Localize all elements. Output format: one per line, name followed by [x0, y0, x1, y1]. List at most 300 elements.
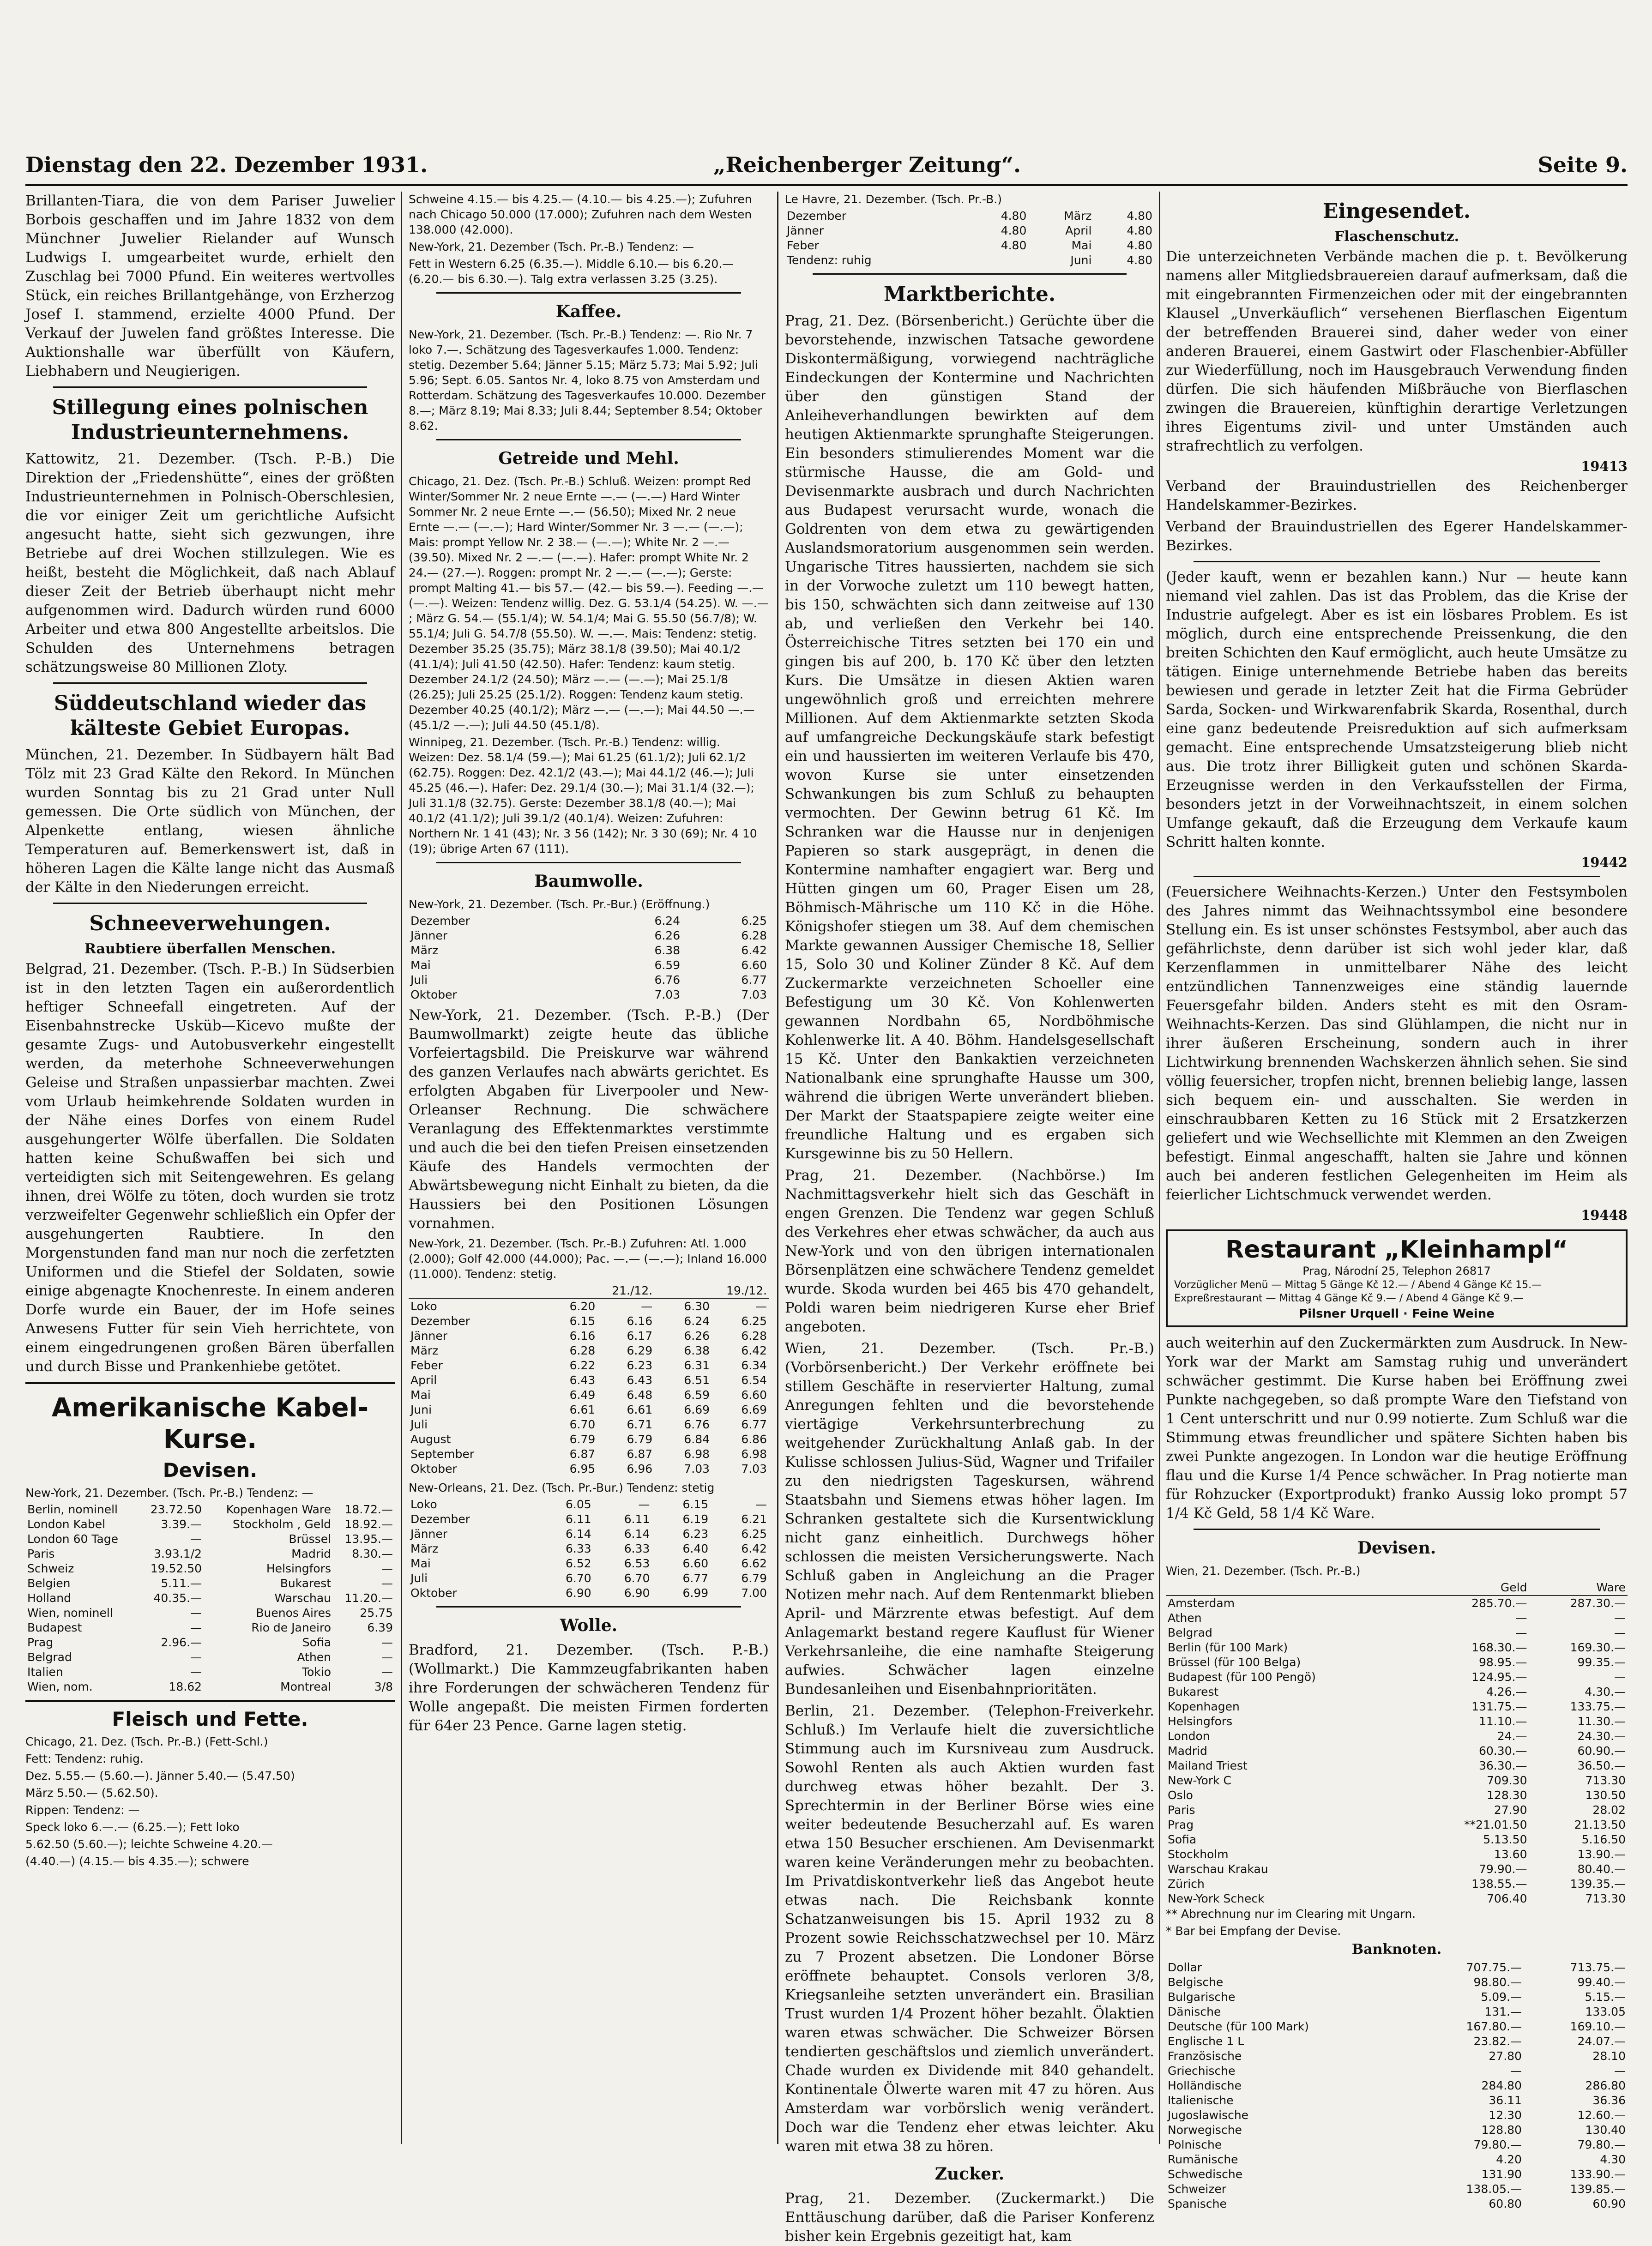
table-cell: 99.35.— — [1577, 1656, 1626, 1669]
wien-devisen-table — [1166, 1580, 1628, 1906]
table-cell: 6.25 — [741, 914, 767, 927]
baumwolle-row — [409, 988, 769, 1002]
signature-eger: Verband der Brauindustriellen des Egerer Handelskammer-Bezirkes. — [1166, 518, 1628, 554]
devisen-row — [1166, 1877, 1628, 1891]
table-cell: Bukarest — [1168, 1685, 1219, 1698]
table-cell: 6.79 — [627, 1433, 653, 1446]
baumwolle-row — [409, 1299, 769, 1314]
table-cell: 24.07.— — [1577, 2035, 1626, 2048]
table-cell: 24.30.— — [1577, 1729, 1626, 1743]
table-cell: 36.11 — [1489, 2094, 1522, 2107]
table-cell: 139.85.— — [1570, 2182, 1626, 2196]
table-cell: Mai — [410, 1557, 431, 1570]
table-cell: 12.60.— — [1577, 2108, 1626, 2122]
table-cell: 4.80 — [1001, 239, 1027, 252]
table-cell: Oktober — [410, 1462, 457, 1475]
devisen-row — [1166, 1891, 1628, 1906]
table-cell: Madrid — [1168, 1744, 1207, 1758]
table-cell: Belgrad — [27, 1650, 72, 1664]
quote-line: Dez. 5.55.— (5.60.—). Jänner 5.40.— (5.47.50) — [25, 1769, 295, 1782]
table-cell: Berlin, nominell — [27, 1503, 118, 1516]
table-cell: — — [1515, 1626, 1527, 1639]
headline-sueddeutschland: Süddeutschland wieder das kälteste Gebiet Europas. — [54, 692, 367, 740]
headline-schneeverwehungen: Schneeverwehungen. — [89, 912, 331, 935]
header-rule — [25, 184, 1628, 186]
table-cell: Holland — [27, 1591, 72, 1605]
table-cell: 11.10.— — [1478, 1715, 1527, 1728]
quote-line: Chicago, 21. Dez. (Tsch. Pr.-B.) (Fett-Schl.) — [25, 1735, 268, 1748]
table-cell: 6.30 — [684, 1300, 710, 1313]
table-cell: Französische — [1168, 2049, 1242, 2063]
table-cell: 6.24 — [654, 914, 681, 927]
table-cell: 11.20.— — [344, 1591, 393, 1605]
table-cell: Amsterdam — [1168, 1596, 1235, 1610]
table-cell: Spanische — [1168, 2197, 1227, 2210]
havre-row — [785, 223, 1154, 238]
column-1 — [25, 192, 395, 2144]
divider — [53, 386, 367, 388]
table-cell: 6.11 — [565, 1512, 591, 1526]
table-cell: 130.50 — [1585, 1788, 1626, 1802]
table-cell: Paris — [1168, 1803, 1195, 1817]
baumwolle-row — [409, 1388, 769, 1403]
restaurant-advertisement — [1166, 1229, 1628, 1327]
baumwolle-row — [409, 1403, 769, 1417]
table-cell: 6.38 — [654, 944, 681, 957]
table-cell: 133.75.— — [1570, 1700, 1626, 1713]
baumwolle-row — [409, 958, 769, 973]
table-cell: 713.30 — [1585, 1892, 1626, 1905]
table-cell: 6.96 — [627, 1462, 653, 1475]
table-cell: Rio de Janeiro — [251, 1621, 332, 1634]
table-cell: 124.95.— — [1471, 1670, 1527, 1684]
table-cell: 28.10 — [1592, 2049, 1626, 2063]
table-cell: Wien, nominell — [27, 1606, 113, 1620]
divider — [436, 292, 741, 294]
notice-number: 19442 — [1581, 855, 1628, 870]
table-cell: 6.60 — [682, 1557, 709, 1570]
table-cell: Brüssel — [289, 1532, 332, 1546]
table-cell: 6.61 — [569, 1403, 596, 1416]
table-cell: 6.60 — [741, 958, 767, 972]
kaffee-quotes: New-York, 21. Dezember. (Tsch. Pr.-B.) Tendenz: —. Rio Nr. 7 loko 7.—. Schätzung des Tagesverkaufes 1.000. Tendenz: stetig. Dezember 5.64; Jänner 5.15; März 5.73; Mai 5.92; Juli 5.96; Sept. 6.05. Santos Nr. 4, loko 8.75 von Amsterdam und Rotterdam. Schätzung des Tagesverkaufes 10.000. Dezember 8.—; März 8.19; Mai 8.33; Juli 8.44; September 8.54; Oktober 8.62. — [409, 328, 766, 433]
table-cell: 60.80 — [1489, 2197, 1522, 2210]
table-cell: 13.90.— — [1577, 1848, 1626, 1861]
baumwolle-row — [409, 1314, 769, 1329]
divider — [436, 439, 741, 440]
table-cell: Dollar — [1168, 1961, 1202, 1974]
devisen-title: Devisen. — [163, 1459, 258, 1481]
baumwolle-row — [409, 1497, 769, 1512]
table-cell: 130.40 — [1585, 2123, 1626, 2137]
table-cell: 98.80.— — [1473, 1975, 1522, 1989]
devisen-row — [25, 1680, 395, 1694]
table-cell: 6.76 — [654, 973, 681, 987]
notice-number: 19413 — [1581, 458, 1628, 474]
table-cell: 4.80 — [1001, 224, 1027, 237]
table-cell: 6.33 — [565, 1542, 591, 1555]
divider — [53, 903, 367, 904]
table-cell: Sofia — [1168, 1833, 1197, 1846]
table-cell: Mai — [410, 958, 431, 972]
havre-row — [785, 253, 1154, 268]
table-cell: 131.75.— — [1471, 1700, 1527, 1713]
quote-line: New-York, 21. Dezember (Tsch. Pr.-B.) Tendenz: — — [409, 240, 694, 253]
baumwolle-row — [409, 1512, 769, 1527]
table-cell: Mai — [410, 1388, 431, 1402]
table-cell: 60.30.— — [1478, 1744, 1527, 1758]
table-cell: 4.80 — [1127, 239, 1152, 252]
baumwolle-row — [409, 943, 769, 958]
devisen-row — [1166, 1611, 1628, 1626]
devisen-note: * Bar bei Empfang der Devise. — [1166, 1924, 1341, 1938]
column-2 — [409, 192, 769, 2144]
table-cell: Schweizer — [1168, 2182, 1227, 2196]
devisen-row — [25, 1591, 395, 1606]
notice-number: 19448 — [1581, 1207, 1628, 1223]
table-cell: 27.80 — [1489, 2049, 1522, 2063]
table-cell: Jugoslawische — [1168, 2108, 1249, 2122]
table-cell: 6.20 — [569, 1300, 596, 1313]
baumwolle-report: New-York, 21. Dezember. (Tsch. P.-B.) (Der Baumwollmarkt) zeigte heute das übliche Vorfeiertagsbild. Die Preiskurve war während des ganzen Verlaufes nach abwärts gerichtet. Es erfolgten Abgaben für Liverpooler und New-Orleanser Rechnung. Die schwächere Veranlagung des Effektenmarktes verstimmte und auch die bei den tiefen Preisen einsetzenden Käufe des Handels vermochten der Abwärtsbewegung nicht Einhalt zu bieten, da die Haussiers bei den Positionen Lösungen vornahmen. — [409, 1007, 769, 1232]
article-stillegung: Kattowitz, 21. Dezember. (Tsch. P.-B.) Die Direktion der „Friedenshütte“, eines der größten Industrieunternehmen in Polnisch-Oberschlesien, die vor einiger Zeit um gerichtliche Aufsicht angesucht hatte, sieht sich gezwungen, ihre Betriebe auf drei Wochen stillzulegen. Wie es heißt, besteht die Möglichkeit, daß nach Ablauf dieser Zeit der Betrieb überhaupt nicht mehr aufgenommen wird. Dadurch würden rund 6000 Arbeiter und etwa 800 Angestellte arbeitslos. Die Schulden des Unternehmens betragen schätzungsweise 80 Millionen Zloty. — [25, 451, 395, 675]
baumwolle-neworleans-table — [409, 1497, 769, 1601]
table-cell: 287.30.— — [1570, 1596, 1626, 1610]
table-cell: Oktober — [410, 988, 457, 1001]
table-cell: Englische 1 L — [1168, 2035, 1244, 2048]
table-cell: 6.49 — [569, 1388, 596, 1402]
wolle-report: Bradford, 21. Dezember. (Tsch. P.-B.) (Wollmarkt.) Die Kammzeugfabrikanten haben ihre Forderungen der schwächeren Tendenz für Wolle angepaßt. Die meisten Firmen forderten für 64er 23 Pence. Garne lagen stetig. — [409, 1642, 769, 1734]
table-cell: 168.30.— — [1471, 1641, 1527, 1654]
devisen-row — [25, 1547, 395, 1561]
table-cell: 169.30.— — [1570, 1641, 1626, 1654]
header-title: „Reichenberger Zeitung“. — [713, 152, 1021, 177]
table-cell: — — [1614, 2064, 1626, 2077]
table-cell: 8.30.— — [352, 1547, 393, 1560]
table-cell: August — [410, 1433, 451, 1446]
table-cell: 6.43 — [569, 1373, 596, 1387]
column-header: 21./12. — [540, 1283, 654, 1299]
banknoten-row — [1166, 1975, 1628, 1990]
table-cell: Juli — [410, 1572, 428, 1585]
devisen-row — [1166, 1788, 1628, 1803]
divider — [1194, 876, 1600, 877]
table-cell: 6.48 — [627, 1388, 653, 1402]
table-cell: 6.86 — [741, 1433, 767, 1446]
baumwolle-row — [409, 1586, 769, 1601]
banknoten-row — [1166, 2152, 1628, 2167]
banknoten-row — [1166, 2005, 1628, 2019]
table-cell: 6.52 — [565, 1557, 591, 1570]
table-cell: Dezember — [410, 914, 470, 927]
table-cell: Belgien — [27, 1577, 71, 1590]
table-cell: 2.96.— — [161, 1636, 202, 1649]
table-cell: — — [1510, 2064, 1522, 2077]
table-cell: 60.90 — [1592, 2197, 1626, 2210]
table-cell: 6.54 — [741, 1373, 767, 1387]
table-cell: 13.60 — [1494, 1848, 1527, 1861]
table-cell: Schweiz — [27, 1562, 74, 1575]
table-cell: 3/8 — [374, 1680, 393, 1693]
quote-line: (4.40.—) (4.15.— bis 4.35.—); schwere — [25, 1855, 249, 1868]
table-cell: 6.53 — [624, 1557, 650, 1570]
table-cell: 6.87 — [627, 1447, 653, 1461]
page-header — [25, 152, 1628, 185]
table-cell: — — [1614, 1670, 1626, 1684]
table-cell: — — [381, 1665, 393, 1679]
table-cell: Budapest (für 100 Pengö) — [1168, 1670, 1316, 1684]
report-prag-nachboerse: Prag, 21. Dezember. (Nachbörse.) Im Nachmittagsverkehr hielt sich das Geschäft in engen Grenzen. Die Tendenz war gegen Schluß des Verkehres eher etwas schwächer, da auch aus New-York und von den übrigen internationalen Börsenplätzen eine schwächere Tendenz gemeldet wurde. Skoda wurden bei 465 bis 470 gehandelt, Poldi waren beim niedrigeren Kurse eher Brief angeboten. — [785, 1167, 1154, 1335]
devisen-row — [1166, 1832, 1628, 1847]
table-cell: Loko — [410, 1300, 437, 1313]
devisen-row — [25, 1665, 395, 1680]
table-cell: 6.90 — [565, 1586, 591, 1600]
table-cell: 6.15 — [682, 1498, 709, 1511]
table-cell: 25.75 — [360, 1606, 393, 1620]
column-4 — [1166, 192, 1628, 2210]
table-cell: Feber — [787, 239, 819, 252]
table-cell: 6.14 — [624, 1527, 650, 1541]
havre-row — [785, 238, 1154, 253]
table-cell: 6.23 — [682, 1527, 709, 1541]
table-cell: New-York C — [1168, 1774, 1231, 1787]
table-cell: 79.80.— — [1577, 2138, 1626, 2151]
table-cell: Warschau — [274, 1591, 332, 1605]
table-cell: 6.76 — [684, 1418, 710, 1431]
devisen-row — [1166, 1803, 1628, 1818]
devisen-row — [1166, 1640, 1628, 1655]
table-cell: Schwedische — [1168, 2168, 1243, 2181]
table-cell: Buenos Aires — [256, 1606, 332, 1620]
table-cell: 21.13.50 — [1574, 1818, 1626, 1831]
table-cell: Holländische — [1168, 2079, 1242, 2092]
table-cell: Jänner — [787, 224, 824, 237]
quote-line: Fett: Tendenz: ruhig. — [25, 1752, 144, 1765]
table-cell: 5.13.50 — [1483, 1833, 1527, 1846]
divider — [1194, 1529, 1600, 1530]
table-cell: 36.50.— — [1577, 1759, 1626, 1772]
divider — [813, 273, 1127, 275]
table-cell: 7.03 — [684, 1462, 710, 1475]
table-cell: 133.05 — [1585, 2005, 1626, 2018]
table-cell: 23.82.— — [1473, 2035, 1522, 2048]
table-cell: 40.35.— — [153, 1591, 202, 1605]
table-cell: 4.30.— — [1585, 1685, 1626, 1698]
baumwolle-row — [409, 914, 769, 928]
devisen-row — [25, 1620, 395, 1635]
table-cell: 6.25 — [741, 1314, 767, 1328]
table-cell: Stockholm — [1168, 1848, 1229, 1861]
table-cell: Berlin (für 100 Mark) — [1168, 1641, 1288, 1654]
baumwolle-row — [409, 1527, 769, 1541]
table-cell: 6.70 — [565, 1572, 591, 1585]
table-cell: 4.26.— — [1486, 1685, 1527, 1698]
table-cell: — — [381, 1636, 393, 1649]
table-cell: September — [410, 1447, 475, 1461]
table-cell: März — [1064, 209, 1092, 223]
table-cell: 6.77 — [741, 973, 767, 987]
table-cell: Loko — [410, 1498, 437, 1511]
table-cell: 28.02 — [1592, 1803, 1626, 1817]
table-cell: Zürich — [1168, 1877, 1205, 1891]
kabel-kurse-title: Amerikanische Kabel-Kurse. — [51, 1393, 369, 1454]
table-cell: Jänner — [410, 1527, 448, 1541]
table-cell: Jänner — [410, 929, 448, 942]
table-cell: — — [755, 1300, 767, 1313]
baumwolle-row — [409, 1343, 769, 1358]
table-cell: 6.99 — [682, 1586, 709, 1600]
wolle-title: Wolle. — [560, 1616, 618, 1635]
devisen-row — [25, 1517, 395, 1532]
banknoten-row — [1166, 1960, 1628, 1975]
table-cell: 6.42 — [741, 1542, 767, 1555]
table-cell: Belgische — [1168, 1975, 1224, 1989]
table-cell: Griechische — [1168, 2064, 1236, 2077]
devisen-row — [1166, 1655, 1628, 1670]
table-cell: Juni — [410, 1403, 432, 1416]
table-cell: Mailand Triest — [1168, 1759, 1248, 1772]
flaschenschutz-title: Flaschenschutz. — [1334, 229, 1459, 245]
table-cell: 6.16 — [627, 1314, 653, 1328]
table-cell: 6.79 — [569, 1433, 596, 1446]
report-prag-boerse: Prag, 21. Dez. (Börsenbericht.) Gerüchte über die bevorstehende, inzwischen Tatsache gewordene Diskontermäßigung, vorwiegend nachträgliche Eindeckungen der Kontermine und Nachrichten über den günstigen Stand der Anleiheverhandlungen bewirkten auf dem heutigen Aktienmarkte sprunghafte Steigerungen. Ein besonders stimulierendes Moment war die stürmische Hausse, die am Gold- und Devisenmarkte ausbrach und durch Nachrichten aus Budapest verursacht wurde, wonach die Goldrenten von dem etwa zu gewärtigenden Auslandsmoratorium ausgenommen sein werden. Ungarische Titres haussierten, nachdem sie sich in der Vorwoche zuletzt um 110 bewegt hatten, bis 150, schwächten sich dann zeitweise auf 130 ab, und verließen den Verkehr bei 140. Österreichische Titres setzten bei 170 ein und gingen bis auf 200, b. 170 Kč über den letzten Kurs. Die Umsätze in diesen Aktien waren ungewöhnlich groß und erreichten mehrere Millionen. Auf dem Aktienmarkte setzten Skoda auf umfangreiche Deckungskäufe stark befestigt ein und haussierten im weiteren Verlaufe bis 470, wovon Kurse sie unter einsetzenden Schwankungen bis zum Schluß zu behaupten vermochten. Der Gewinn betrug 61 Kč. Im Schranken war die Hausse nur in denjenigen Papieren so stark ausgeprägt, in denen die Kontermine namhafter engagiert war. Berg und Hütten gingen um 60, Prager Eisen um 28, Böhmisch-Mährische um 110 Kč in die Höhe. Königshofer stiegen um 38. Auf dem chemischen Markte gewannen Aussiger Chemische 18, Sellier 15, Solo 30 und Koliner Zünder 8 Kč. Auf dem Zuckermarkte verzeichneten Schoeller eine Befestigung um 30 Kč. Von Kohlenwerten gewannen Nordbahn 65, Nordböhmische Kohlenwerke lit. A 40. Böhm. Handelsgesellschaft 15 Kč. Unter den Bankaktien verzeichneten Nationalbank eine sprunghafte Hausse um 300, während die übrigen Werte unverändert blieben. Der Markt der Staatspapiere zeigte weiter eine freundliche Haltung und es ergaben sich Kursgewinne bis zu 50 Hellern. — [785, 313, 1154, 1162]
column-header: Geld — [1418, 1580, 1529, 1596]
table-cell: 138.05.— — [1466, 2182, 1522, 2196]
table-cell: 6.26 — [654, 929, 681, 942]
table-cell: 98.95.— — [1478, 1656, 1527, 1669]
devisen-row — [25, 1561, 395, 1576]
banknoten-row — [1166, 2197, 1628, 2211]
table-cell: Deutsche (für 100 Mark) — [1168, 2020, 1309, 2033]
table-cell: 284.80 — [1481, 2079, 1522, 2092]
table-cell: Wien, nom. — [27, 1680, 93, 1693]
table-cell: März — [410, 944, 439, 957]
table-cell: 707.75.— — [1466, 1961, 1522, 1974]
table-cell: Mai — [1071, 239, 1092, 252]
banknoten-row — [1166, 2034, 1628, 2049]
table-cell: London Kabel — [27, 1517, 106, 1531]
kaffee-title: Kaffee. — [555, 302, 622, 321]
devisen-row — [1166, 1596, 1628, 1611]
table-cell: 6.38 — [684, 1344, 710, 1357]
table-cell: 4.80 — [1127, 253, 1152, 267]
table-cell: — — [1515, 1611, 1527, 1625]
table-cell: April — [1065, 224, 1092, 237]
table-cell: 6.42 — [741, 944, 767, 957]
table-cell: 6.39 — [367, 1621, 393, 1634]
devisen-row — [1166, 1818, 1628, 1832]
table-cell: Dezember — [410, 1512, 470, 1526]
table-cell: 6.70 — [624, 1572, 650, 1585]
baumwolle-row — [409, 1373, 769, 1388]
quote-line: Fett in Western 6.25 (6.35.—). Middle 6.10.— bis 6.20.— (6.20.— bis 6.30.—). Talg extra verlassen 3.25 (3.25). — [409, 257, 734, 286]
report-zucker: Prag, 21. Dezember. (Zuckermarkt.) Die Enttäuschung darüber, daß die Pariser Konferenz bisher kein Ergebnis gezeitigt hat, kam — [785, 2190, 1154, 2245]
devisen-row — [1166, 1626, 1628, 1640]
table-cell: 27.90 — [1494, 1803, 1527, 1817]
devisen-header: New-York, 21. Dezember. (Tsch. Pr.-B.) Tendenz: — — [25, 1486, 314, 1499]
table-cell: 6.26 — [684, 1329, 710, 1343]
table-cell: 6.59 — [684, 1388, 710, 1402]
banknoten-row — [1166, 2049, 1628, 2064]
devisen-row — [25, 1532, 395, 1547]
table-cell: 6.23 — [627, 1359, 653, 1372]
havre-table — [785, 209, 1154, 268]
table-cell: Juli — [410, 1418, 428, 1431]
devisen-row — [1166, 1758, 1628, 1773]
table-cell: New-York Scheck — [1168, 1892, 1265, 1905]
table-cell: Tokio — [301, 1665, 332, 1679]
banknoten-row — [1166, 2123, 1628, 2138]
devisen-row — [1166, 1744, 1628, 1758]
getreide-quotes: Chicago, 21. Dez. (Tsch. Pr.-B.) Schluß. Weizen: prompt Red Winter/Sommer Nr. 2 neue Ernte —.— (—.—) Hard Winter Sommer Nr. 2 neue Ernte —.— (56.50); Mixed Nr. 2 neue Ernte —.— (—.—); Hard Winter/Sommer Nr. 3 —.— (—.—); Mais: prompt Yellow Nr. 2 38.— (—.—); White Nr. 2 —.— (39.50). Mixed Nr. 2 —.— (—.—). Hafer: prompt White Nr. 2 24.— (27.—). Roggen: prompt Nr. 2 —.— (—.—); Gerste: prompt Malting 41.— bis 57.— (42.— bis 59.—). Feeding —.— (—.—). Weizen: Tendenz willig. Dez. G. 53.1/4 (54.25). W. —.— ; März G. 54.— (55.1/4); W. 54.1/4; Mai G. 55.50 (56.7/8); W. 55.1/4; Juli G. 54.7/8 (55.50). W. —.—. Mais: Tendenz: stetig. Dezember 35.25 (35.75); März 38.1/8 (39.50); Mai 40.1/2 (41.1/4); Juli 41.50 (42.50). Hafer: Tendenz: kaum stetig. Dezember 24.1/2 (24.50); März —.— (—.—); Mai 25.1/8 (26.25); Juli 25.25 (25.1/2). Roggen: Tendenz kaum stetig. Dezember 40.25 (40.1/2); März —.— (—.—); Mai 44.50 —.— (45.1/2 —.—); Juli 44.50 (45.1/8). — [409, 475, 769, 732]
table-cell: Kopenhagen — [1168, 1700, 1240, 1713]
devisen-row — [25, 1502, 395, 1517]
baumwolle-row — [409, 1417, 769, 1432]
table-cell: Dezember — [410, 1314, 470, 1328]
table-cell: Norwegische — [1168, 2123, 1242, 2137]
restaurant-address: Prag, Národní 25, Telephon 26817 — [1302, 1265, 1491, 1277]
table-cell: 6.15 — [569, 1314, 596, 1328]
subheadline-raubtiere: Raubtiere überfallen Menschen. — [84, 941, 336, 957]
table-cell: März — [410, 1542, 439, 1555]
column-header: Ware — [1529, 1580, 1628, 1596]
article-schneeverwehungen: Belgrad, 21. Dezember. (Tsch. P.-B.) In Südserbien ist in den letzten Tagen ein außerordentlich heftiger Schneefall eingetreten. Auf der Eisenbahnstrecke Usküb—Kicevo mußte der gesamte Zugs- und Autobusverkehr eingestellt werden, da meterhohe Schneeverwehungen Geleise und Straßen unpassierbar machten. Zwei vom Urlaub heimkehrende Soldaten wurden in der Nähe eines Dorfes von einem Rudel ausgehungerter Wölfe überfallen. Die Soldaten hatten keine Schußwaffen bei sich und verteidigten sich mit Seitengewehren. Es gelang ihnen, drei Wölfe zu töten, doch wurden sie trotz verzweifelter Gegenwehr schließlich ein Opfer der ausgehungerten Raubtiere. In den Morgenstunden fand man nur noch die zerfetzten Uniformen und die Stiefel der Soldaten, sowie einige abgenagte Knochenreste. In einem anderen Dorfe wurde ein Bauer, der im Hofe seines Anwesens Futter für sein Vieh herrichtete, von einem eingedrungenen großen Bären überfallen und durch Bisse und Prankenhiebe getötet. — [25, 961, 395, 1375]
devisen-row — [1166, 1685, 1628, 1699]
table-cell: Warschau Krakau — [1168, 1862, 1268, 1876]
table-cell: 713.30 — [1585, 1774, 1626, 1787]
table-cell: Italien — [27, 1665, 63, 1679]
table-cell: 36.36 — [1592, 2094, 1626, 2107]
table-cell: Montreal — [280, 1680, 332, 1693]
table-cell: 4.20 — [1496, 2153, 1522, 2166]
table-cell: — — [755, 1498, 767, 1511]
table-cell: Jänner — [410, 1329, 448, 1343]
table-cell: — — [1614, 1611, 1626, 1625]
restaurant-name: Restaurant „Kleinhampl“ — [1225, 1236, 1568, 1264]
table-cell: — — [638, 1498, 650, 1511]
table-cell: 7.00 — [741, 1586, 767, 1600]
banknoten-table — [1166, 1960, 1628, 2211]
report-berlin: Berlin, 21. Dezember. (Telephon-Freiverkehr. Schluß.) Im Verlaufe hielt die zuversichtliche Stimmung auch im Kursniveau zum Ausdruck. Sowohl Renten als auch Aktien wurden fast durchweg etwas höher bezahlt. Der 3. Sprechtermin in der Berliner Börse wies eine weiter bedeutende Besucherzahl auf. Es waren etwa 150 Besucher erschienen. Am Devisenmarkt waren keine Veränderungen mehr zu beobachten. Im Privatdiskontverkehr ließ das Angebot heute etwas nach. Die Reichsbank konnte Schatzanweisungen bis 15. April 1932 zu 8 Prozent sowie Reichsschatzwechsel per 10. März zu 7 Prozent absetzen. Die Londoner Börse eröffnete behauptet. Consols verloren 3/8, Kriegsanleihe setzten unverändert ein. Brasilian Trust wurden 1/4 Prozent höher bezahlt. Ölaktien waren etwas schwächer. Die Schweizer Börsen tendierten geschäftslos und ziemlich unverändert. Chade wurden ex Dividende mit 840 gehandelt. Kontinentale Ölwerte waren mit 47 zu hören. Aus Amsterdam war vorbörslich wenig verändert. Doch war die Tendenz eher etwas leichter. Aku waren mit etwa 38 zu hören. — [785, 1703, 1154, 2155]
banknoten-row — [1166, 1990, 1628, 2005]
table-cell: Paris — [27, 1547, 55, 1560]
table-cell: 19.52.50 — [150, 1562, 202, 1575]
table-cell: London 60 Tage — [27, 1532, 119, 1546]
banknoten-row — [1166, 2093, 1628, 2108]
banknoten-row — [1166, 2019, 1628, 2034]
table-cell: — — [190, 1665, 202, 1679]
table-cell: 7.03 — [741, 1462, 767, 1475]
kabel-devisen-table — [25, 1502, 395, 1694]
table-cell: Juli — [410, 973, 428, 987]
divider — [436, 1606, 741, 1608]
table-cell: 79.80.— — [1473, 2138, 1522, 2151]
notice-skarda: (Jeder kauft, wenn er bezahlen kann.) Nur — heute kann niemand viel zahlen. Das ist das Problem, das die Krise der Industrie aufgelegt. Aber es ist ein lösbares Problem. Es ist möglich, durch eine entsprechende Preissenkung, die den breiten Schichten den Kauf ermöglicht, auch heute Umsätze zu tätigen. Einige unternehmende Betriebe haben das bereits bewiesen und gerade in letzter Zeit hat die Firma Gebrüder Sarda, Socken- und Wirkwarenfabrik Skarda, Rosenthal, durch eine ganz bedeutende Preisreduktion auf sich aufmerksam gemacht. Eine entsprechende Umsatzsteigerung blieb nicht aus. Die trotz ihrer Billigkeit guten und schönen Skarda-Erzeugnisse werden in den Verkaufsstellen der Firma, besonders jetzt in der Vorweihnachtszeit, in einem solchen Umfange gekauft, daß die Erzeugung dem Verkaufe kaum Schritt halten konnte. — [1166, 569, 1628, 850]
table-cell: — — [381, 1577, 393, 1590]
table-cell: 6.95 — [569, 1462, 596, 1475]
devisen-row — [1166, 1714, 1628, 1729]
table-cell: 138.55.— — [1471, 1877, 1527, 1891]
report-wien: Wien, 21. Dezember. (Tsch. Pr.-B.) (Vorbörsenbericht.) Der Verkehr eröffnete bei stillem Geschäfte in reservierter Haltung, zumal Anregungen fehlten und die bevorstehende viertägige Verkehrsunterbrechung zu weitgehender Zurückhaltung Anlaß gab. In der Kulisse schlossen Julius-Süd, Wagner und Trifailer zu den niedrigsten Tageskursen, während Staatsbahn und Siemens etwas höher lagen. Im Schranken gestaltete sich die Kursentwicklung nicht ganz einheitlich. Durchwegs höher schlossen die meisten Versicherungswerte. Nach Schluß gaben in Angleichung an die Prager Notizen mehr nach. Auf dem Rentenmarkt blieben April- und Märzrente etwas befestigt. Auf dem Anlagemarkt bestand regere Kauflust für Wiener Verkehrsanleihe, die eine namhafte Steigerung aufwies. Schwächer lagen einzelne Bundesanleihen und Eisenbahnprioritäten. — [785, 1340, 1154, 1698]
table-cell: 6.43 — [627, 1373, 653, 1387]
table-cell: 169.10.— — [1570, 2020, 1626, 2033]
article-intro: Brillanten-Tiara, die von dem Pariser Juwelier Borbois geschaffen und im Jahre 1832 von dem Münchner Juwelier Rielander auf Wunsch Ludwigs I. umgearbeitet wurde, erhielt den Zuschlag bei 7000 Pfund. Ein weiteres wertvolles Stück, ein reiches Brillantgehänge, von Erzherzog Josef I. stammend, erzielte 4000 Pfund. Der Verkauf der Juwelen fand größtes Interesse. Die Auktionshalle war überfüllt von Käufern, Liebhabern und Neugierigen. — [25, 193, 395, 379]
schweine-fett-quotes — [409, 192, 769, 287]
table-cell: Feber — [410, 1359, 443, 1372]
baumwolle-row — [409, 1571, 769, 1586]
table-cell: 23.72.50 — [150, 1503, 202, 1516]
table-cell: Stockholm , Geld — [232, 1517, 332, 1531]
